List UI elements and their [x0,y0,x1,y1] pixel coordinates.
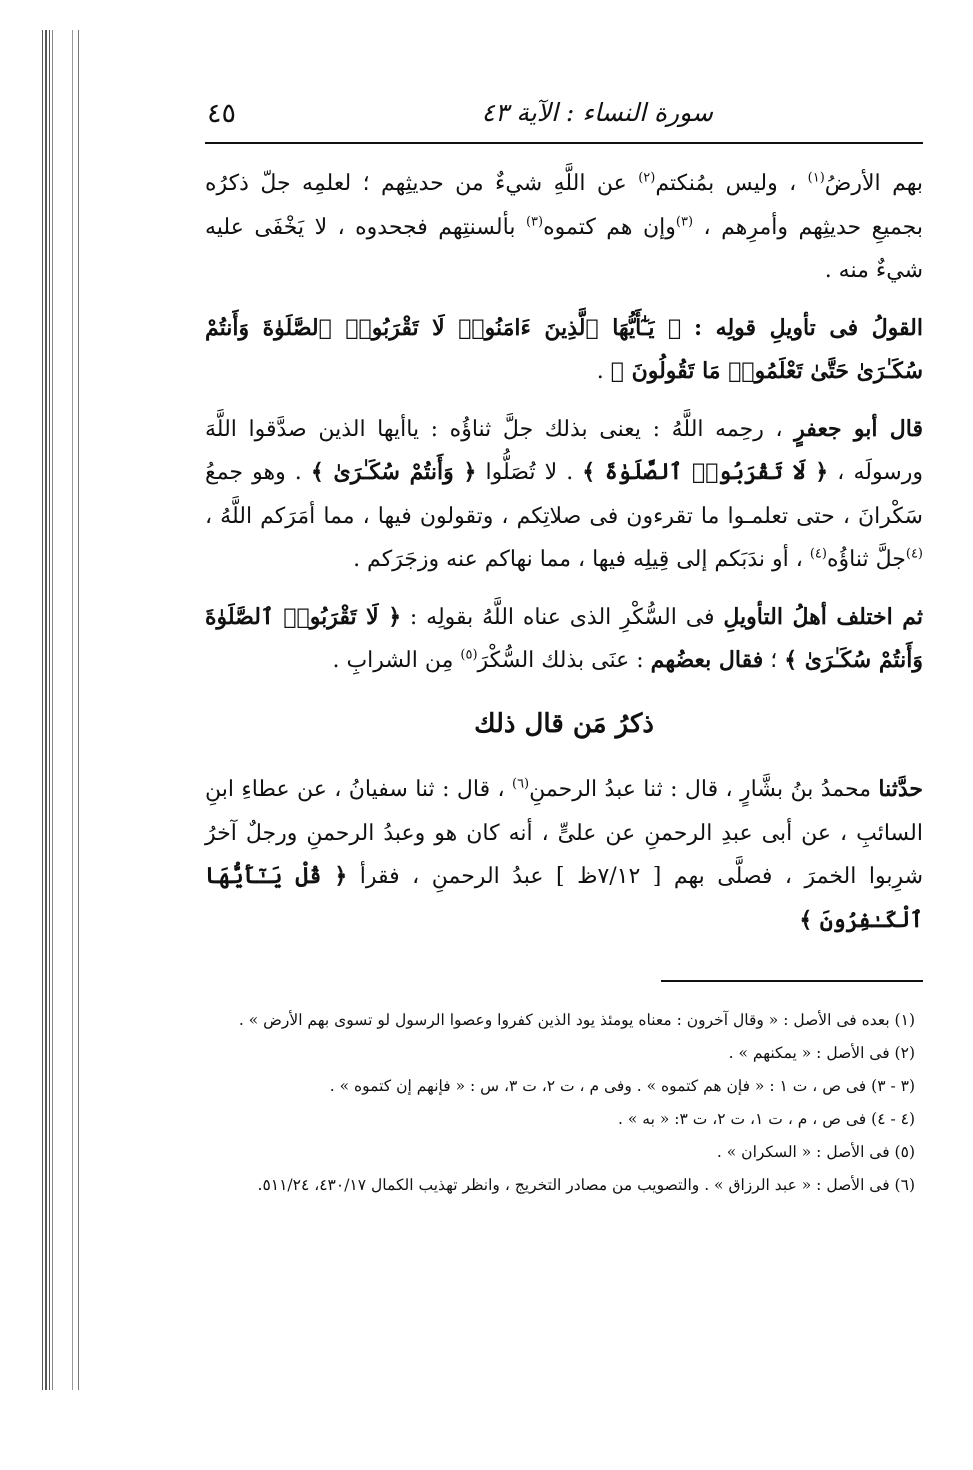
footnote-ref: (٦) [511,776,530,792]
quran-verse: ﴿ لَا تَقْرَبُوا۟ ٱلصَّلَوٰةَ ﴾ [582,459,829,485]
page-number: ٤٥ [207,98,237,129]
speaker-label: قال أبو جعفرٍ [794,415,923,442]
section-label: ثم اختلف أهلُ التأويلِ [723,603,924,630]
paragraph-5: حدَّثنا محمدُ بنُ بشَّارٍ ، قال : ثنا عبدُ الرحمنِ$^{(٦)}$ ، قال : ثنا سفيانُ ، عن عطاءِ ابنِ السائبِ ، عن أبى عبدِ الرحمنِ عن علىٍّ ، أنه كان هو وعبدُ الرحمنِ ورجلٌ آخرُ شرِبوا الخمرَ ، فصلَّى بهم [ ٧/١٢ظ ] عبدُ الرحمنِ ، فقرأ ﴿ قُلْ يَـٰٓأَيُّهَا ٱلْكَـٰفِرُونَ ﴾ [205,776,924,933]
footnote-1: (١) بعده فى الأصل : « وقال آخرون : معناه يومئذ يود الذين كفروا وعصوا الرسول لو تسوى بهم الأرض » . [238,1011,915,1029]
footnote-2: (٢) فى الأصل : « يمكنهم » . [728,1044,915,1062]
paragraph-4: ثم اختلف أهلُ التأويلِ فى السُّكْرِ الذى عناه اللَّهُ بقولِه : ﴿ لَا تَقْرَبُوا۟ ٱلصَّلَوٰةَ وَأَنتُمْ سُكَـٰرَىٰ ﴾ ؛ فقال بعضُهم : عنَى بذلك السُّكْرَ$^{(٥)}$ مِن الشرابِ . [205,603,924,673]
quran-verse: ﴿ قُلْ يَـٰٓأَيُّهَا ٱلْكَـٰفِرُونَ ﴾ [205,863,923,933]
section-heading: ذكرُ مَن قال ذلك [474,708,654,739]
footnote-ref: (٥) [460,647,478,663]
footnote-divider [661,980,923,982]
footnote-ref: (٢) [638,170,656,186]
footnote-ref: (٤) [809,546,827,562]
section-label: القولُ فى تأويلِ قولِه : [694,314,923,341]
footnotes [205,1004,923,1202]
footnote-5: (٥) فى الأصل : « السكران » . [716,1143,915,1161]
section-label: فقال بعضُهم [650,647,764,673]
book-page [205,92,923,1202]
main-text [205,162,923,942]
isnad-label: حدَّثنا [878,776,924,802]
footnote-ref: (٤) [905,546,923,562]
quran-verse: ﴿ لَا تَقْرَبُوا۟ ٱلصَّلَوٰةَ وَأَنتُمْ سُكَـٰرَىٰ ﴾ [205,603,923,673]
quran-verse: ﴿ يَـٰٓأَيُّهَا ٱلَّذِينَ ءَامَنُوا۟ لَا تَقْرَبُوا۟ ٱلصَّلَوٰةَ وَأَنتُمْ سُكَـٰرَىٰ حَتَّىٰ تَعْلَمُوا۟ مَا تَقُولُونَ ﴾ [205,314,923,384]
running-head [205,92,923,144]
paragraph-1: بهم الأرضُ$^{(١)}$ ، وليس بمُنكتم$^{(٢)}$ عن اللَّهِ شيءٌ من حديثِهم ؛ لعلمِه جلّ ذكرُه بجميعِ حديثِهم وأمرِهم ، $^{(٣)}$وإن هم كتموه$^{(٣)}$ بألسنتِهم فجحدوه ، لا يَخْفَى عليه شيءٌ منه . [205,170,923,283]
paragraph-2: القولُ فى تأويلِ قولِه : ﴿ يَـٰٓأَيُّهَا ٱلَّذِينَ ءَامَنُوا۟ لَا تَقْرَبُوا۟ ٱلصَّلَوٰةَ وَأَنتُمْ سُكَـٰرَىٰ حَتَّىٰ تَعْلَمُوا۟ مَا تَقُولُونَ ﴾ . [205,314,923,384]
footnote-ref: (١) [807,170,825,186]
scan-binding-edge [28,30,88,1390]
footnote-6: (٦) فى الأصل : « عبد الرزاق » . والتصويب من مصادر التخريج ، وانظر تهذيب الكمال ٤٣٠/١٧، ٥١١/٢٤. [257,1176,915,1194]
footnote-4: (٤ - ٤) فى ص ، م ، ت ١، ت ٢، ت ٣: « به » . [618,1110,915,1128]
paragraph-3: قال أبو جعفرٍ ، رحِمه اللَّهُ : يعنى بذلك جلَّ ثناؤُه : ياأيها الذين صدَّقوا اللَّهَ ورسولَه ، ﴿ لَا تَقْرَبُوا۟ ٱلصَّلَوٰةَ ﴾ . لا تُصَلُّوا ﴿ وَأَنتُمْ سُكَـٰرَىٰ ﴾ . وهو جمعُ سَكْرانَ ، حتى تعلمـوا ما تقرءون فى صلاتِكم ، وتقولون فيها ، مما أمَرَكم اللَّهُ ، $^{(٤)}$جلَّ ثناؤُه$^{(٤)}$ ، أو ندَبَكم إلى قِيلِه فيها ، مما نهاكم عنه وزجَرَكم . [205,415,923,572]
quran-verse: ﴿ وَأَنتُمْ سُكَـٰرَىٰ ﴾ [310,459,477,485]
footnote-ref: (٣) [675,214,694,230]
footnote-3: (٣ - ٣) فى ص ، ت ١ : « فإن هم كتموه » . وفى م ، ت ٢، ت ٣، س : « فإنهم إن كتموه » . [329,1077,915,1095]
footnote-ref: (٣) [525,214,544,230]
running-title: سورة النساء : الآية ٤٣ [481,98,713,127]
